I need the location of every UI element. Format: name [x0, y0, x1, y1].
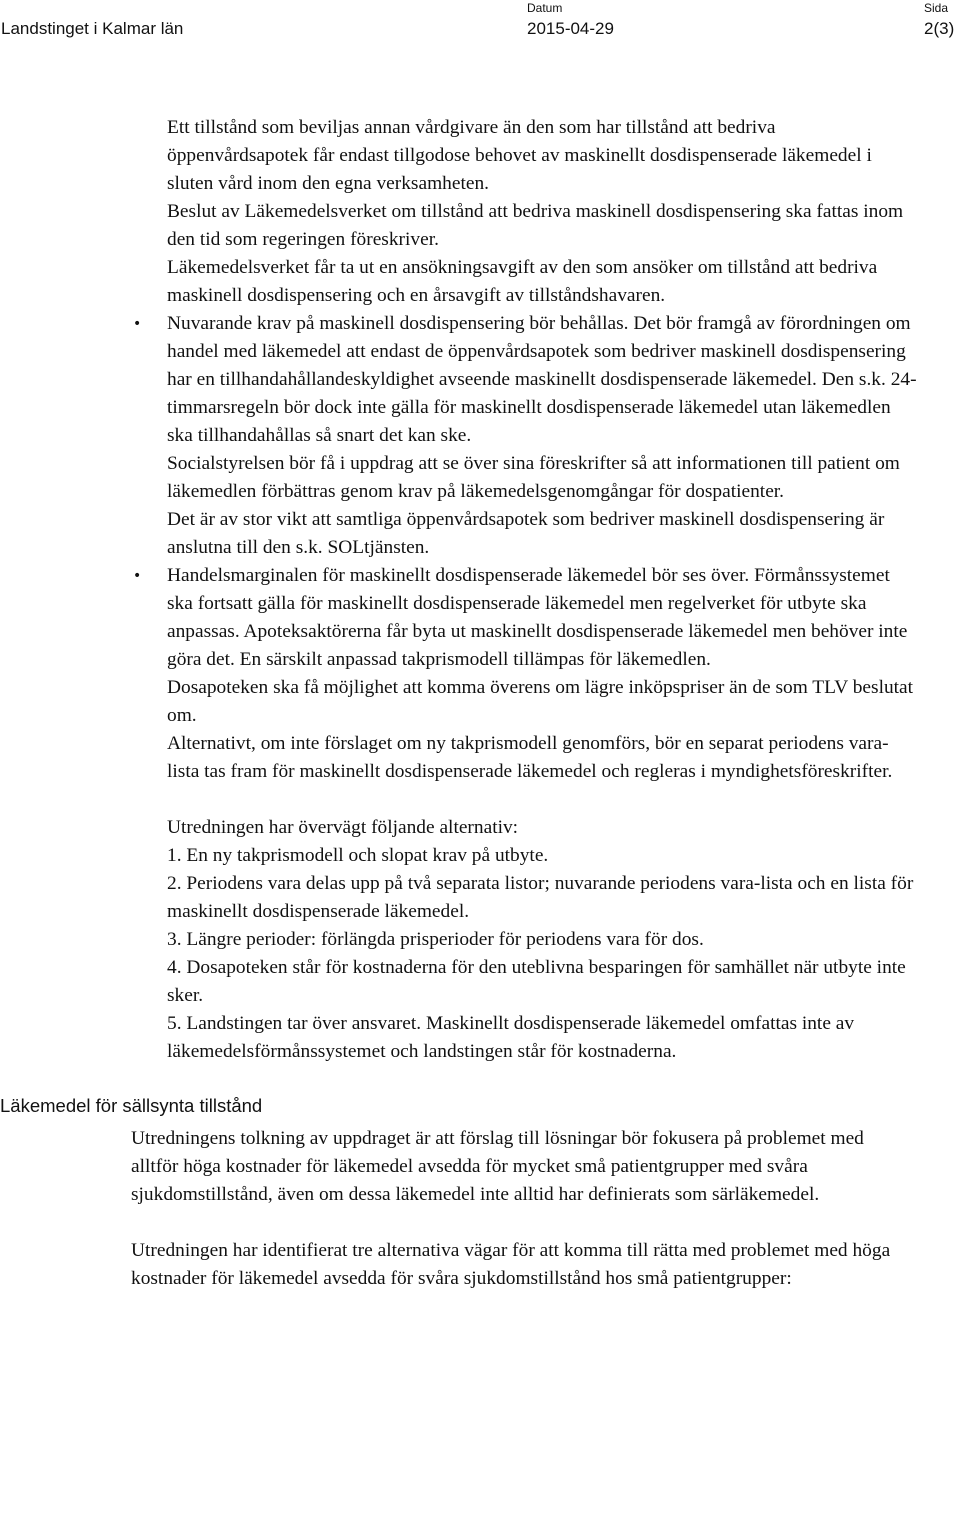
alternatives-intro: Utredningen har övervägt följande alternativ:	[167, 817, 519, 838]
paragraph-interpretation: Utredningens tolkning av uppdraget är att förslag till lösningar bör fokusera på problemet med alltför höga kostnader för läkemedel avsedda för mycket små patientgrupper med svåra sjukdomstillstånd, även om dessa läkemedel inte alltid har definierats som särläkemedel.	[131, 1128, 864, 1205]
paragraph-decision: Beslut av Läkemedelsverket om tillstånd att bedriva maskinell dosdispensering ska fattas inom den tid som regeringen föreskriver.	[167, 201, 904, 250]
organization-name: Landstinget i Kalmar län	[1, 19, 184, 38]
paragraph-fees: Läkemedelsverket får ta ut en ansökningsavgift av den som ansöker om tillstånd att bedriva maskinell dosdispensering och en årsavgift av tillståndshavaren.	[167, 257, 878, 306]
paragraph-three-paths: Utredningen har identifierat tre alternativa vägar för att komma till rätta med problemet med höga kostnader för läkemedel avsedda för svåra sjukdomstillstånd hos små patientgrupper:	[131, 1240, 891, 1289]
bullet-trade-margin: • Handelsmarginalen för maskinellt dosdispenserade läkemedel bör ses över. Förmånssystemet ska fortsatt gälla för maskinellt dosdispenserade läkemedel men regelverket för utbyte ska anpassas. Apoteksaktörerna får byta ut maskinellt dosdispenserade läkemedel men behöver inte göra det. En särskilt anpassad takprismodell tillämpas för läkemedlen.	[167, 562, 917, 674]
alternative-item: 3. Längre perioder: förlängda prisperioder för periodens vara för dos.	[167, 929, 704, 950]
page-number: 2(3)	[924, 19, 955, 38]
alternative-item: 1. En ny takprismodell och slopat krav på utbyte.	[167, 845, 549, 866]
document-body	[0, 114, 960, 1293]
page-header	[0, 0, 960, 48]
paragraph-permit-scope: Ett tillstånd som beviljas annan vårdgivare än den som har tillstånd att bedriva öppenvårdsapotek får endast tillgodose behovet av maskinellt dosdispenserade läkemedel i sluten vård inom den egna verksamheten.	[167, 117, 872, 194]
alternative-item: 5. Landstingen tar över ansvaret. Maskinellt dosdispenserade läkemedel omfattas inte av läkemedelsförmånssystemet och landstingen står för kostnaderna.	[167, 1013, 855, 1062]
bullet-current-requirements: • Nuvarande krav på maskinell dosdispensering bör behållas. Det bör framgå av förordningen om handel med läkemedel att endast de öppenvårdsapotek som bedriver maskinell dosdispensering har en tillhandahållandeskyldighet avseende maskinellt dosdispenserade läkemedel. Den s.k. 24-timmarsregeln bör dock inte gälla för maskinellt dosdispenserade läkemedel utan läkemedlen ska tillhandahållas så snart det kan ske.	[167, 310, 917, 450]
date-value: 2015-04-29	[527, 19, 614, 38]
section-heading: Läkemedel för sällsynta tillstånd	[0, 1095, 263, 1116]
page-label: Sida	[924, 1, 949, 15]
alternative-item: 2. Periodens vara delas upp på två separata listor; nuvarande periodens vara-lista och en lista för maskinellt dosdispenserade läkemedel.	[167, 873, 914, 922]
paragraph-dosapoteken: Dosapoteken ska få möjlighet att komma överens om lägre inköpspriser än de som TLV beslutat om.	[167, 677, 914, 726]
paragraph-socialstyrelsen: Socialstyrelsen bör få i uppdrag att se över sina föreskrifter så att informationen till patient om läkemedlen förbättras genom krav på läkemedelsgenomgångar för dospatienter.	[167, 453, 900, 502]
paragraph-soltjansten: Det är av stor vikt att samtliga öppenvårdsapotek som bedriver maskinell dosdispensering är anslutna till den s.k. SOLtjänsten.	[167, 509, 885, 558]
paragraph-alternative: Alternativt, om inte förslaget om ny takprismodell genomförs, bör en separat periodens vara-lista tas fram för maskinellt dosdispenserade läkemedel och regleras i myndighetsföreskrifter.	[167, 733, 893, 782]
date-label: Datum	[527, 1, 563, 15]
alternative-item: 4. Dosapoteken står för kostnaderna för den uteblivna besparingen för samhället när utbyte inte sker.	[167, 957, 906, 1006]
